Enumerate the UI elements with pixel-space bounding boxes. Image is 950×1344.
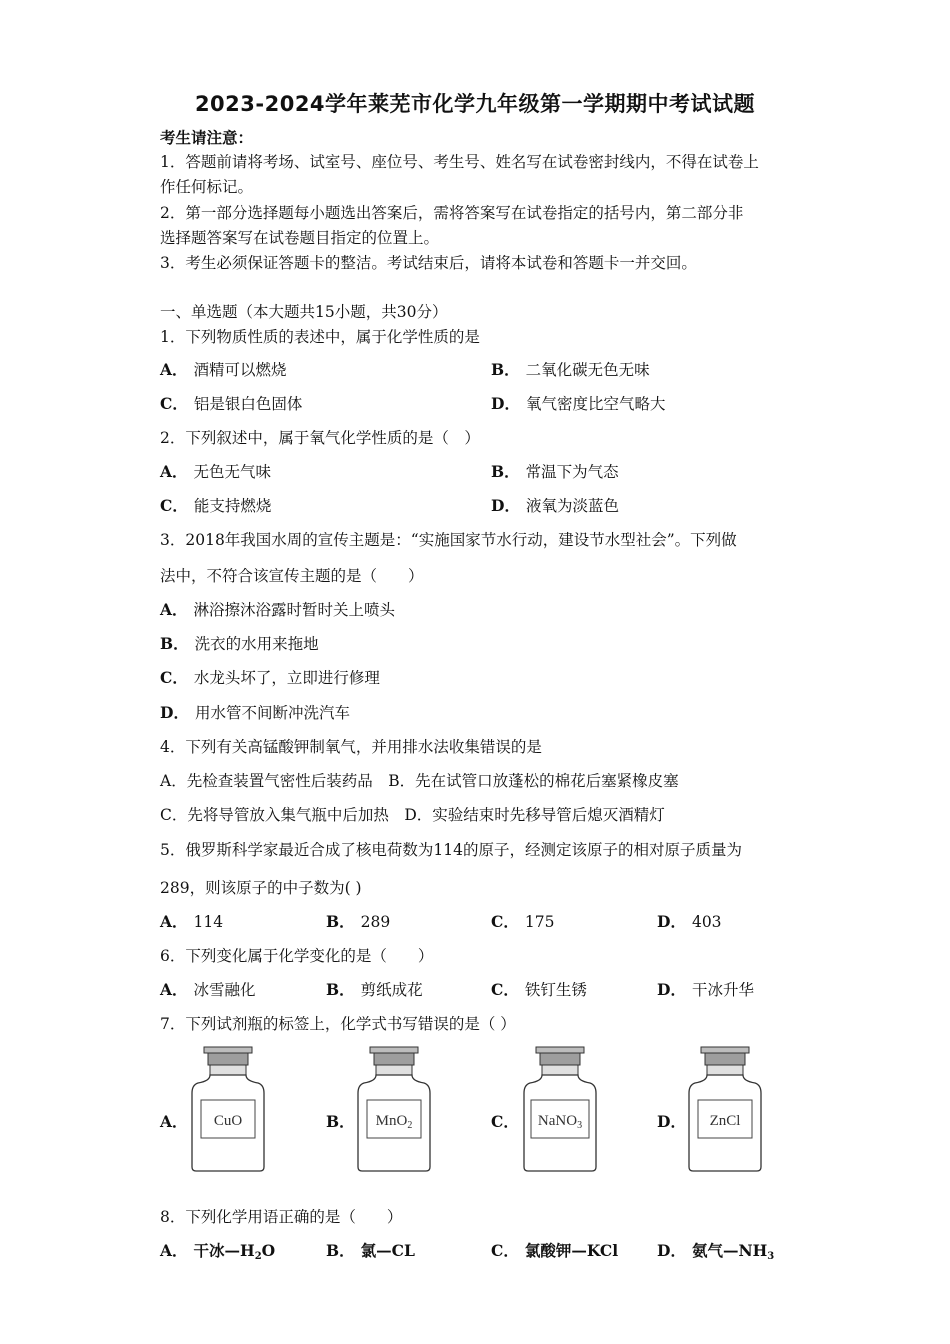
question-6-stem: 6．下列变化属于化学变化的是（ ）	[160, 947, 434, 965]
q7-option-b-letter: B．	[326, 1112, 355, 1131]
q6-option-c: C． 铁钉生锈	[491, 980, 587, 999]
reagent-bottle-d	[685, 1045, 765, 1173]
q2-option-c: C． 能支持燃烧	[160, 496, 272, 515]
q1-option-d: D． 氧气密度比空气略大	[491, 394, 666, 413]
question-5-stem-1: 5．俄罗斯科学家最近合成了核电荷数为114的原子，经测定该原子的相对原子质量为	[160, 841, 742, 859]
question-3-stem-2: 法中，不符合该宣传主题的是（ ）	[160, 567, 424, 585]
notice-line-1: 1．答题前请将考场、试室号、座位号、考生号、姓名写在试卷密封线内，不得在试卷上	[160, 153, 759, 171]
notice-line-3: 2．第一部分选择题每小题选出答案后，需将答案写在试卷指定的括号内，第二部分非	[160, 204, 744, 222]
question-2-stem: 2．下列叙述中，属于氧气化学性质的是（ ）	[160, 429, 480, 447]
question-3-stem-1: 3．2018年我国水周的宣传主题是：“实施国家节水行动，建设节水型社会”。下列做	[160, 531, 737, 549]
q8-option-a: A． 干冰$—H_2O$	[160, 1241, 276, 1262]
q3-option-a: A． 淋浴擦沐浴露时暂时关上喷头	[160, 600, 396, 619]
q5-option-d: D． 403	[657, 912, 722, 931]
question-4-stem: 4．下列有关高锰酸钾制氧气，并用排水法收集错误的是	[160, 738, 542, 756]
q8-option-b: B． 氯—CL	[326, 1241, 415, 1260]
q6-option-a: A． 冰雪融化	[160, 980, 256, 999]
q3-option-b: B． 洗衣的水用来拖地	[160, 634, 319, 653]
q1-option-c: C． 铝是银白色固体	[160, 394, 303, 413]
question-8-stem: 8．下列化学用语正确的是（ ）	[160, 1208, 403, 1226]
q6-option-d: D． 干冰升华	[657, 980, 754, 999]
notice-line-4: 选择题答案写在试卷题目指定的位置上。	[160, 229, 440, 247]
bottle-a-formula: CuO	[213, 1113, 243, 1129]
q8-option-c: C． 氯酸钾—KCl	[491, 1241, 619, 1260]
question-1-stem: 1．下列物质性质的表述中，属于化学性质的是	[160, 328, 480, 346]
q4-options-row-2: C．先将导管放入集气瓶中后加热 D．实验结束时先移导管后熄灭酒精灯	[160, 806, 665, 824]
q1-option-a: A． 酒精可以燃烧	[160, 360, 287, 379]
question-7-stem: 7．下列试剂瓶的标签上，化学式书写错误的是（ ）	[160, 1015, 516, 1033]
q2-option-a: A． 无色无气味	[160, 462, 272, 481]
bottle-c-formula: NaNO$_3$	[537, 1113, 583, 1131]
q1-option-b: B． 二氧化碳无色无味	[491, 360, 650, 379]
reagent-bottle-c	[520, 1045, 600, 1173]
q5-option-c: C． 175	[491, 912, 555, 931]
bottle-b-formula: MnO$_2$	[375, 1113, 413, 1131]
section-heading: 一、单选题（本大题共15小题，共30分）	[160, 303, 448, 321]
q5-option-a: A． 114	[160, 912, 224, 931]
page-title: 2023-2024学年莱芜市化学九年级第一学期期中考试试题	[194, 92, 756, 116]
notice-line-5: 3．考生必须保证答题卡的整洁。考试结束后，请将本试卷和答题卡一并交回。	[160, 254, 697, 272]
q7-option-a-letter: A．	[160, 1112, 188, 1131]
q7-option-c-letter: C．	[491, 1112, 519, 1131]
q2-option-b: B． 常温下为气态	[491, 462, 619, 481]
q3-option-d: D． 用水管不间断冲洗汽车	[160, 703, 350, 722]
q2-option-d: D． 液氧为淡蓝色	[491, 496, 619, 515]
bottle-d-formula: ZnCl	[709, 1113, 741, 1129]
notice-heading: 考生请注意：	[160, 128, 254, 147]
q5-option-b: B． 289	[326, 912, 391, 931]
q8-option-d: D． 氨气$—NH_3$	[657, 1241, 775, 1262]
notice-line-2: 作任何标记。	[160, 178, 254, 196]
reagent-bottle-b	[354, 1045, 434, 1173]
q7-option-d-letter: D．	[657, 1112, 686, 1131]
question-5-stem-2: 289，则该原子的中子数为( )	[160, 879, 362, 897]
q3-option-c: C． 水龙头坏了，立即进行修理	[160, 668, 380, 687]
q6-option-b: B． 剪纸成花	[326, 980, 423, 999]
q4-options-row-1: A．先检查装置气密性后装药品 B．先在试管口放蓬松的棉花后塞紧橡皮塞	[160, 772, 679, 790]
reagent-bottle-a	[188, 1045, 268, 1173]
